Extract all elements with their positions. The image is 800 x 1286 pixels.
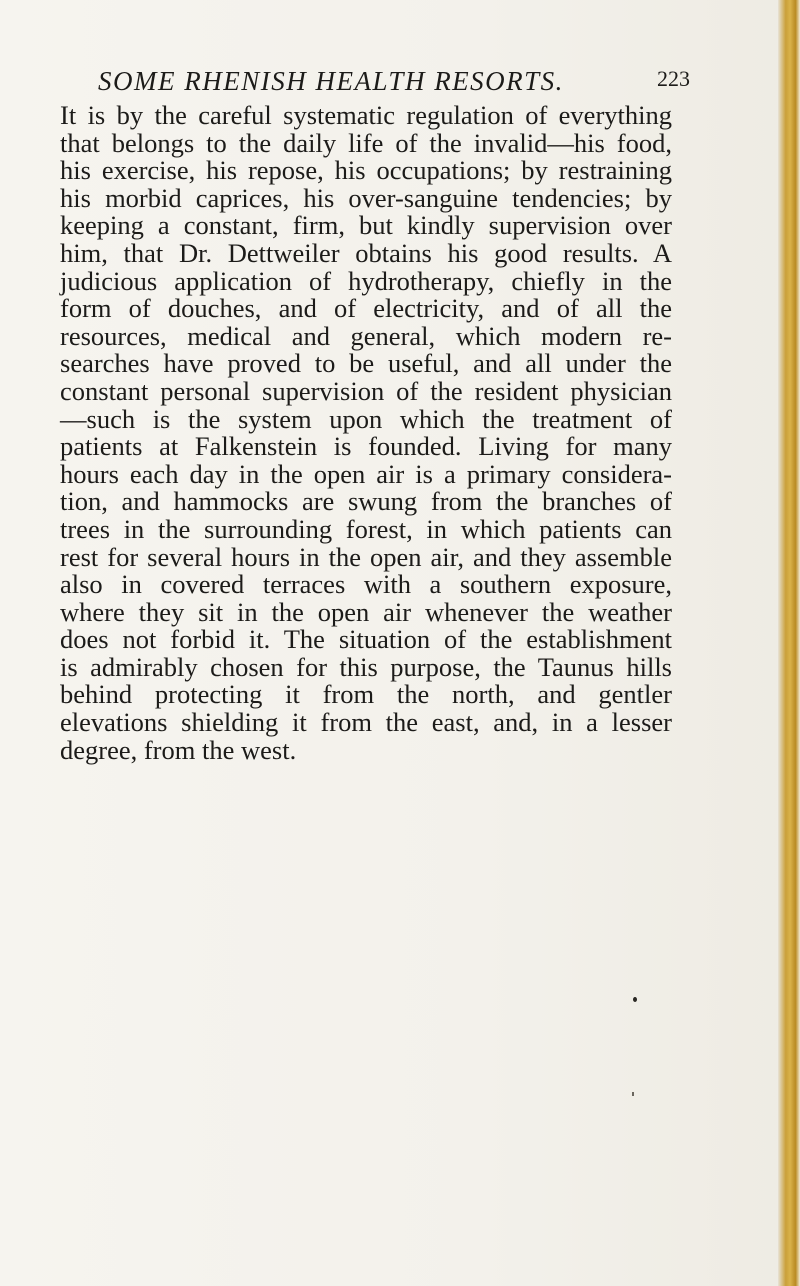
text-line: tion, and hammocks are swung from the branches of bbox=[60, 486, 672, 517]
text-line: hours each day in the open air is a primary considera- bbox=[60, 458, 672, 489]
page-edge bbox=[778, 0, 800, 1286]
text-line: does not forbid it. The situation of the establishment bbox=[60, 624, 672, 655]
page-number: 223 bbox=[657, 66, 690, 91]
text-line: It is by the careful systematic regulation of everything bbox=[60, 100, 672, 130]
text-line: rest for several hours in the open air, and they assemble bbox=[60, 541, 672, 572]
text-line: resources, medical and general, which modern re- bbox=[60, 320, 672, 351]
text-line: searches have proved to be useful, and all under the bbox=[60, 348, 672, 379]
text-line: patients at Falkenstein is founded. Living for many bbox=[60, 431, 672, 462]
text-line: elevations shielding it from the east, and, in a lesser bbox=[60, 707, 672, 738]
text-line: also in covered terraces with a southern exposure, bbox=[60, 569, 672, 600]
text-line: his exercise, his repose, his occupations; by restraining bbox=[60, 155, 672, 186]
text-line: keeping a constant, firm, but kindly supervision over bbox=[60, 210, 672, 241]
ink-speck bbox=[632, 1092, 634, 1096]
text-line: him, that Dr. Dettweiler obtains his good results. A bbox=[60, 237, 672, 268]
ink-speck bbox=[633, 997, 637, 1002]
text-line: —such is the system upon which the treatment of bbox=[60, 403, 672, 434]
text-line: that belongs to the daily life of the invalid—his food, bbox=[60, 127, 672, 158]
text-line: degree, from the west. bbox=[60, 734, 297, 765]
text-line: where they sit in the open air whenever the weather bbox=[60, 596, 672, 627]
text-line: behind protecting it from the north, and gentler bbox=[60, 679, 672, 710]
text-line: constant personal supervision of the resident physician bbox=[60, 375, 672, 406]
text-line: is admirably chosen for this purpose, the Taunus hills bbox=[60, 651, 672, 682]
text-line: his morbid caprices, his over-sanguine tendencies; by bbox=[60, 182, 672, 213]
text-line: judicious application of hydrotherapy, chiefly in the bbox=[60, 265, 672, 296]
body-paragraph bbox=[60, 102, 672, 764]
text-line: trees in the surrounding forest, in which patients can bbox=[60, 513, 672, 544]
running-title: SOME RHENISH HEALTH RESORTS. bbox=[98, 66, 564, 96]
text-line: form of douches, and of electricity, and of all the bbox=[60, 293, 672, 324]
